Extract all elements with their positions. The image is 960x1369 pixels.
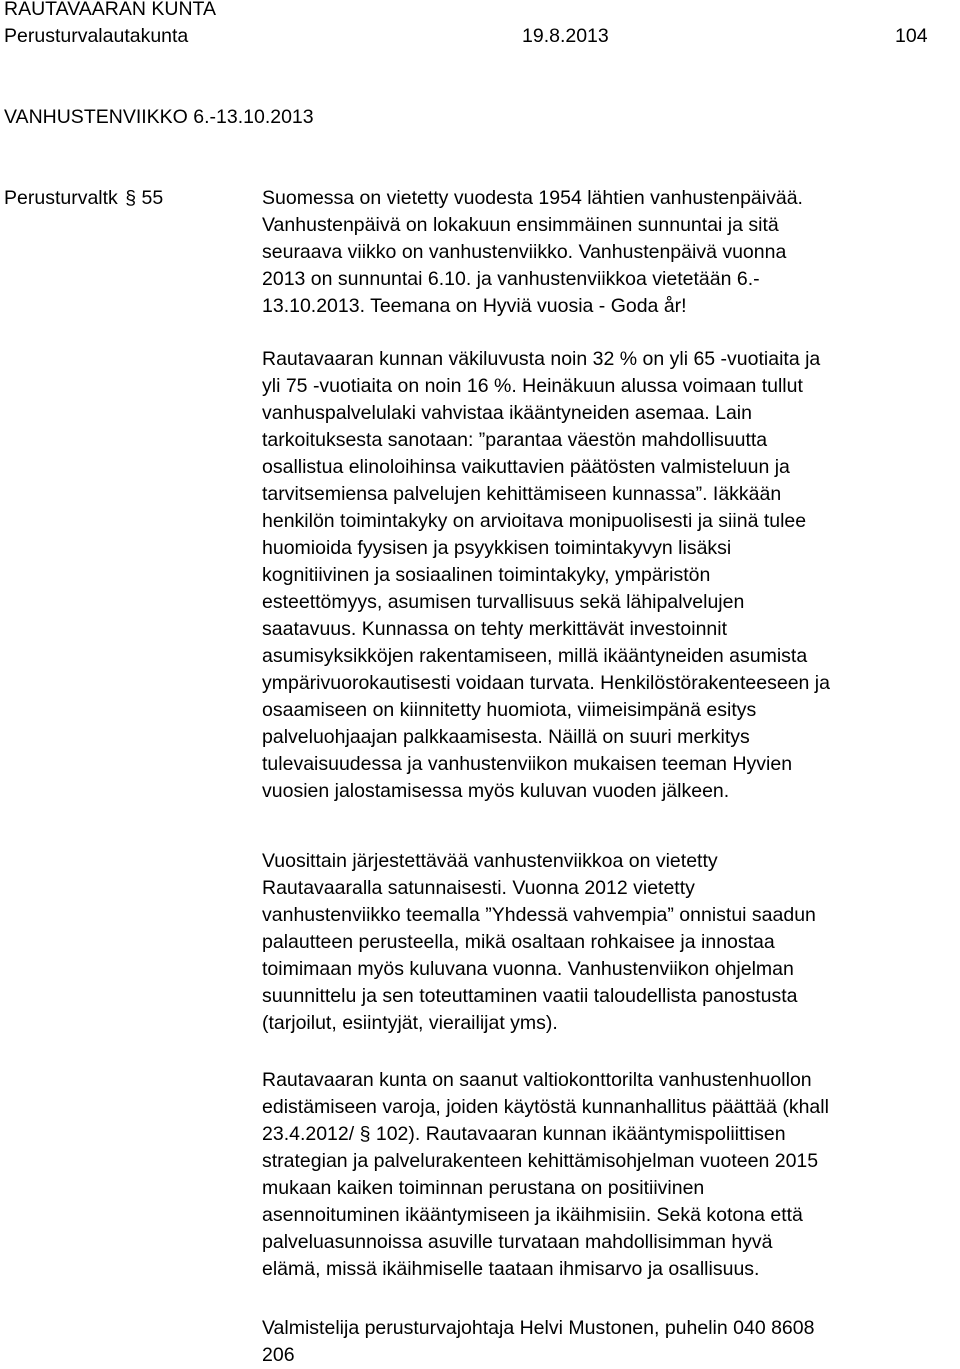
paragraph-line: mukaan kaiken toiminnan perustana on positiivinen <box>262 1177 705 1199</box>
meeting-date: 19.8.2013 <box>522 25 609 47</box>
paragraph-line: vanhustenviikko teemalla ”Yhdessä vahvempia” onnistui saadun <box>262 904 816 926</box>
paragraph-line: ympärivuorokautisesti voidaan turvata. Henkilöstörakenteeseen ja <box>262 672 830 694</box>
paragraph-line: palveluasunnoissa asuville turvataan mahdollisimman hyvä <box>262 1231 773 1253</box>
paragraph-line: tulevaisuudessa ja vanhustenviikon mukaisen teeman Hyvien <box>262 753 793 775</box>
paragraph-line: 206 <box>262 1344 295 1366</box>
organization-name: RAUTAVAARAN KUNTA <box>4 0 216 20</box>
paragraph-line: osaamiseen on kiinnitetty huomiota, viimeisimpänä esitys <box>262 699 757 721</box>
paragraph-line: vuosien jalostamisessa myös kuluvan vuoden jälkeen. <box>262 780 730 802</box>
paragraph-line: Rautavaaran kunnan väkiluvusta noin 32 % on yli 65 -vuotiaita ja <box>262 348 821 370</box>
page-number: 104 <box>895 25 928 47</box>
paragraph-line: Rautavaaran kunta on saanut valtiokonttorilta vanhustenhuollon <box>262 1069 812 1091</box>
paragraph-line: 23.4.2012/ § 102). Rautavaaran kunnan ikääntymispoliittisen <box>262 1123 786 1145</box>
paragraph-line: tarkoituksesta sanotaan: ”parantaa väestön mahdollisuutta <box>262 429 768 451</box>
paragraph-line: edistämiseen varoja, joiden käytöstä kunnanhallitus päättää (khall <box>262 1096 829 1118</box>
paragraph-line: saatavuus. Kunnassa on tehty merkittävät investoinnit <box>262 618 728 640</box>
paragraph-line: kognitiivinen ja sosiaalinen toimintakyky, ympäristön <box>262 564 711 586</box>
paragraph-line: strategian ja palvelurakenteen kehittämisohjelman vuoteen 2015 <box>262 1150 819 1172</box>
paragraph-line: yli 75 -vuotiaita on noin 16 %. Heinäkuun alussa voimaan tullut <box>262 375 803 397</box>
paragraph-line: osallistua elinoloihinsa vaikuttavien päätösten valmisteluun ja <box>262 456 790 478</box>
paragraph-line: Suomessa on vietetty vuodesta 1954 lähtien vanhustenpäivää. <box>262 187 803 209</box>
paragraph-line: 13.10.2013. Teemana on Hyviä vuosia - Goda år! <box>262 295 687 317</box>
paragraph-line: palautteen perusteella, mikä osaltaan rohkaisee ja innostaa <box>262 931 775 953</box>
paragraph-line: elämä, missä ikäihmiselle taataan ihmisarvo ja osallisuus. <box>262 1258 760 1280</box>
paragraph-line: Vuosittain järjestettävää vanhustenviikkoa on vietetty <box>262 850 718 872</box>
paragraph-line: palveluohjaajan palkkaamisesta. Näillä on suuri merkitys <box>262 726 750 748</box>
paragraph-line: 2013 on sunnuntai 6.10. ja vanhustenviikkoa vietetään 6.- <box>262 268 760 290</box>
paragraph-line: esteettömyys, asumisen turvallisuus sekä lähipalvelujen <box>262 591 745 613</box>
paragraph-line: Rautavaaralla satunnaisesti. Vuonna 2012 vietetty <box>262 877 695 899</box>
paragraph-line: Vanhustenpäivä on lokakuun ensimmäinen sunnuntai ja sitä <box>262 214 779 236</box>
subject-title: VANHUSTENVIIKKO 6.-13.10.2013 <box>4 106 314 128</box>
section-body: Perusturvaltk <box>4 187 118 209</box>
paragraph-line: seuraava viikko on vanhustenviikko. Vanhustenpäivä vuonna <box>262 241 787 263</box>
paragraph-line: Valmistelija perusturvajohtaja Helvi Mustonen, puhelin 040 8608 <box>262 1317 815 1339</box>
paragraph-line: asennoituminen ikääntymiseen ja ikäihmisiin. Sekä kotona että <box>262 1204 803 1226</box>
paragraph-line: asumisyksikköjen rakentamiseen, millä ikääntyneiden asumista <box>262 645 808 667</box>
paragraph-line: (tarjoilut, esiintyjät, vierailijat yms). <box>262 1012 558 1034</box>
paragraph-line: tarvitsemiensa palvelujen kehittämiseen kunnassa”. Iäkkään <box>262 483 782 505</box>
committee-name: Perusturvalautakunta <box>4 25 189 47</box>
section-sign: § <box>125 187 137 209</box>
section-number: 55 <box>141 187 164 209</box>
paragraph-line: toimimaan myös kuluvana vuonna. Vanhustenviikon ohjelman <box>262 958 794 980</box>
paragraph-line: vanhuspalvelulaki vahvistaa ikääntyneiden asemaa. Lain <box>262 402 752 424</box>
section-reference <box>4 185 163 212</box>
paragraph-line: henkilön toimintakyky on arvioitava monipuolisesti ja siinä tulee <box>262 510 807 532</box>
paragraph-line: huomioida fyysisen ja psyykkisen toimintakyvyn lisäksi <box>262 537 732 559</box>
paragraph-line: suunnittelu ja sen toteuttaminen vaatii taloudellista panostusta <box>262 985 798 1007</box>
